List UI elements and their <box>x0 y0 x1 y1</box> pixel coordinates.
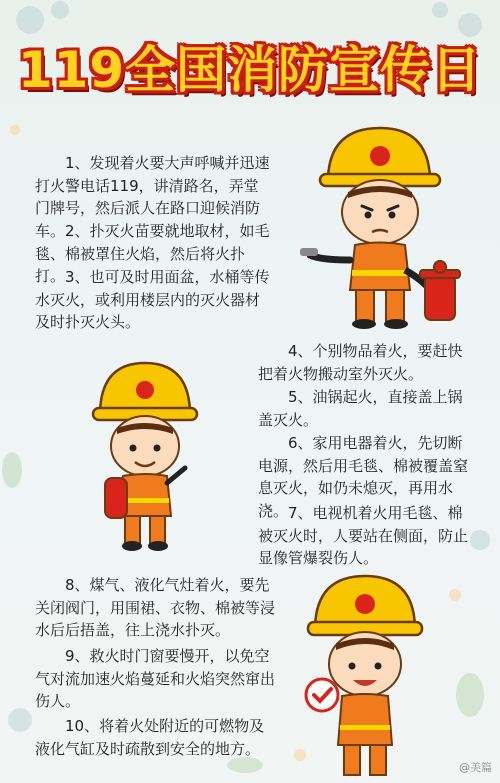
paragraph-1: 1、发现着火要大声呼喊并迅速打火警电话119，讲清路名，弄堂门牌号，然后派人在路口迎候消防车。 <box>35 154 270 240</box>
paragraph-7: 7、电视机着火用毛毯、棉被灭火时，人要站在侧面，防止显像管爆裂伤人。 <box>258 504 469 568</box>
paragraph-9: 9、救火时门窗要慢开，以免空气对流加速火焰蔓延和火焰突然窜出伤人。 <box>35 647 276 711</box>
paragraph-2: 2、扑灭火苗要就地取材，如毛毯、棉被罩住火焰，然后将火扑打。 <box>35 222 270 286</box>
paragraph-5: 5、油锅起火，直接盖上锅盖灭火。 <box>258 388 463 429</box>
watermark: @美篇 <box>459 761 492 774</box>
paragraph-3: 3、也可及时用面盆，水桶等传水灭火，或利用楼层内的灭火器材及时扑灭火头。 <box>35 268 270 332</box>
firefighter-extinguisher-illustration <box>85 358 205 553</box>
paragraph-6: 6、家用电器着火，先切断电源，然后用毛毯、棉被覆盖窒息灭火，如仍未熄灭，再用水浇。 <box>258 434 469 520</box>
page-title: 119全国消防宣传日 <box>17 41 483 99</box>
paragraph-8: 8、煤气、液化气灶着火，要先关闭阀门，用围裙、衣物、棉被等浸水后后捂盖，往上浇水扑灭。 <box>35 576 276 640</box>
paragraph-4: 4、个别物品着火，要赶快把着火物搬动室外灭火。 <box>258 342 463 383</box>
check-mark-icon <box>306 679 338 711</box>
firefighter-thumbs-up-illustration <box>300 570 430 780</box>
paragraph-10: 10、将着火处附近的可燃物及液化气缸及时疏散到安全的地方。 <box>35 717 265 758</box>
firefighter-hose-illustration <box>300 120 475 330</box>
